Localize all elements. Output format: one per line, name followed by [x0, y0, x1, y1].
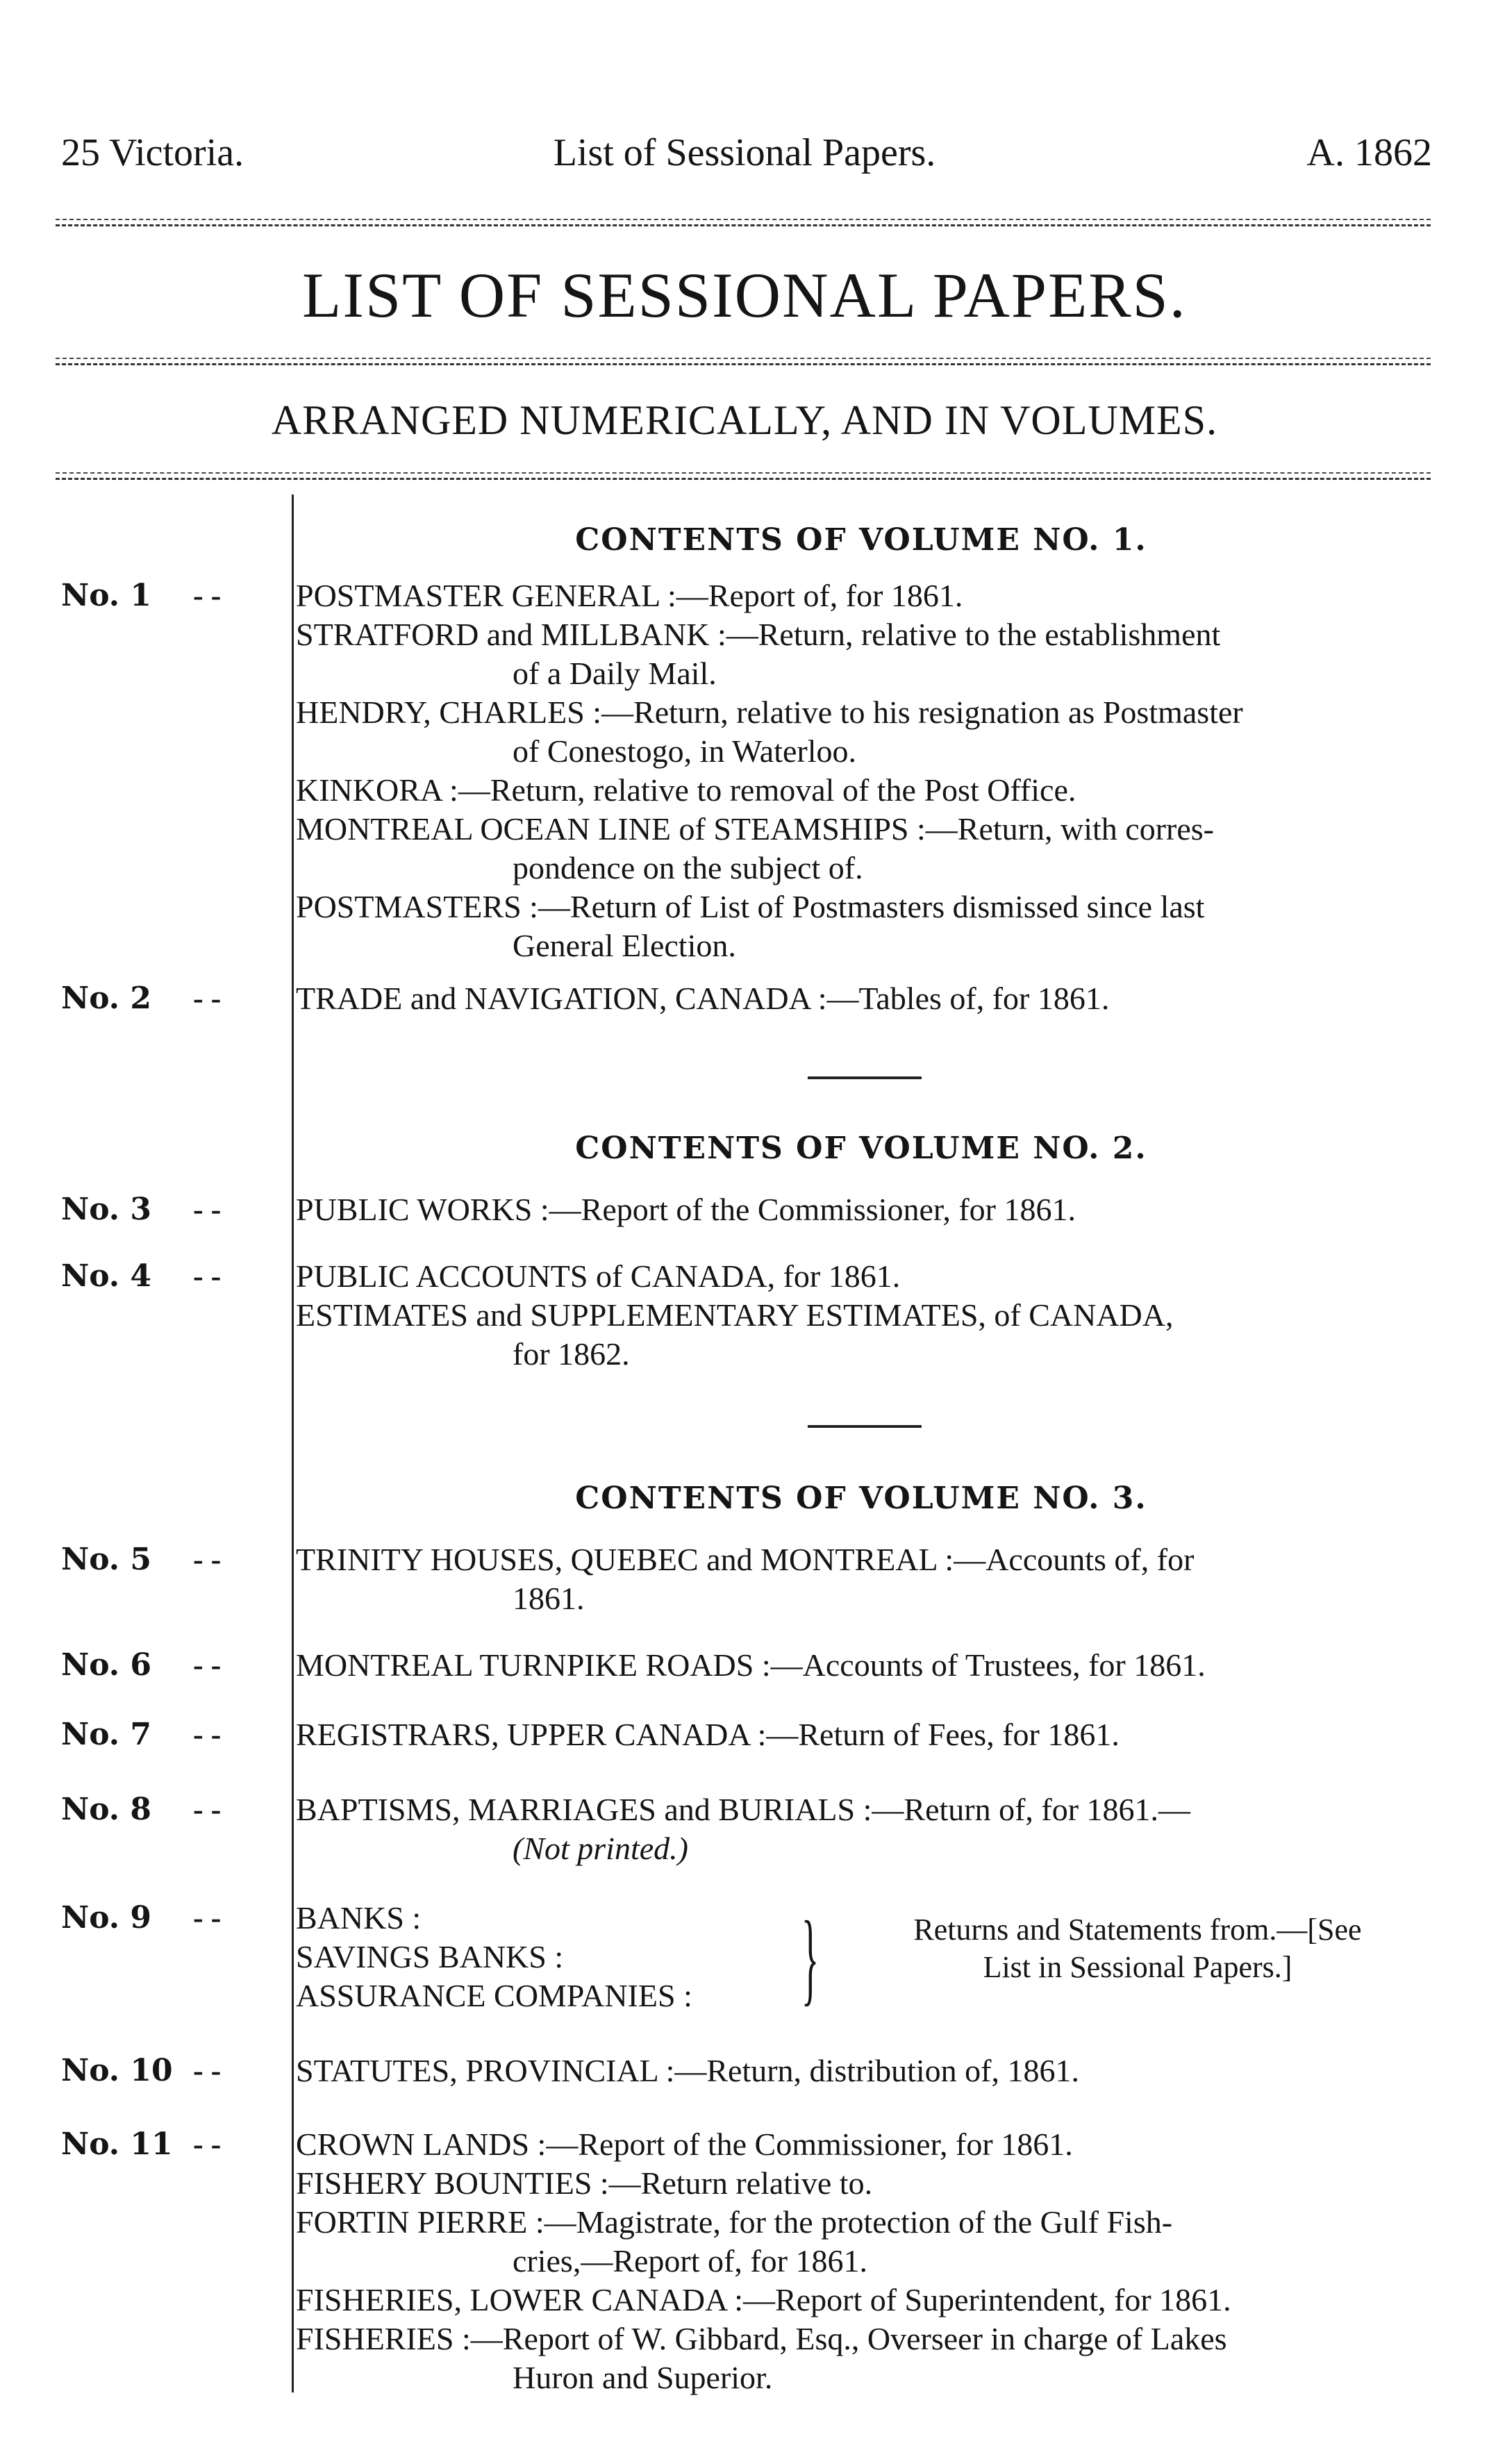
leader-dashes: - -: [193, 1717, 222, 1751]
list-item-continuation: (Not printed.): [513, 1831, 688, 1866]
curly-brace: }: [801, 1900, 820, 2015]
leader-dashes: - -: [193, 981, 222, 1015]
leader-dashes: - -: [193, 1648, 222, 1682]
list-item: FISHERIES :—Report of W. Gibbard, Esq., Overseer in charge of Lakes: [296, 2321, 1227, 2356]
list-item: POSTMASTERS :—Return of List of Postmasters dismissed since last: [296, 889, 1205, 924]
entry-items: [296, 1790, 1431, 1868]
column-divider: [292, 494, 294, 2392]
list-item: KINKORA :—Return, relative to removal of the Post Office.: [296, 772, 1076, 808]
braced-group: [296, 1899, 1431, 2017]
list-item: TRINITY HOUSES, QUEBEC and MONTREAL :—Accounts of, for: [296, 1542, 1195, 1577]
list-item: BAPTISMS, MARRIAGES and BURIALS :—Return of, for 1861.—: [296, 1792, 1191, 1827]
list-item: PUBLIC WORKS :—Report of the Commissioner, for 1861.: [296, 1192, 1076, 1227]
leader-dashes: - -: [193, 1901, 222, 1935]
list-item: FISHERY BOUNTIES :—Return relative to.: [296, 2165, 873, 2201]
running-head-center: List of Sessional Papers.: [553, 131, 936, 174]
leader-dashes: - -: [193, 1792, 222, 1826]
entry-items: [296, 2051, 1431, 2090]
brace-note-line: List in Sessional Papers.]: [983, 1950, 1292, 1984]
list-item-continuation: pondence on the subject of.: [513, 850, 863, 885]
entry-items: [296, 1257, 1431, 1374]
list-item-continuation: Huron and Superior.: [513, 2360, 773, 2395]
list-item: FISHERIES, LOWER CANADA :—Report of Superintendent, for 1861.: [296, 2282, 1231, 2317]
list-item-continuation: 1861.: [513, 1581, 585, 1616]
list-item-continuation: General Election.: [513, 928, 736, 963]
volume-heading-3: CONTENTS OF VOLUME NO. 3.: [575, 1481, 1147, 1516]
list-item: FORTIN PIERRE :—Magistrate, for the protection of the Gulf Fish-: [296, 2204, 1173, 2240]
list-item: CROWN LANDS :—Report of the Commissioner, for 1861.: [296, 2126, 1073, 2162]
entry-number: No. 7: [61, 1717, 152, 1752]
volume-heading-1: CONTENTS OF VOLUME NO. 1.: [575, 522, 1147, 558]
entry-items: [296, 2125, 1431, 2397]
header-rule: [56, 219, 1431, 228]
entry-number: No. 9: [61, 1900, 152, 1936]
list-item: PUBLIC ACCOUNTS of CANADA, for 1861.: [296, 1258, 901, 1294]
running-head-left: 25 Victoria.: [61, 131, 244, 174]
list-item-continuation: for 1862.: [513, 1336, 630, 1372]
leader-dashes: - -: [193, 2054, 222, 2088]
list-item: POSTMASTER GENERAL :—Report of, for 1861.: [296, 578, 963, 613]
entry-number: No. 3: [61, 1192, 152, 1227]
list-item-continuation: cries,—Report of, for 1861.: [513, 2243, 867, 2279]
entry-number: No. 2: [61, 981, 152, 1016]
leader-dashes: - -: [193, 1259, 222, 1293]
entry-number: No. 11: [61, 2126, 173, 2162]
entry-items: [296, 979, 1431, 1018]
leader-dashes: - -: [193, 578, 222, 613]
entry-items: [296, 1899, 1431, 2017]
list-item: HENDRY, CHARLES :—Return, relative to his resignation as Postmaster: [296, 694, 1243, 730]
entry-items: [296, 576, 1431, 965]
title-rule: [56, 358, 1431, 367]
page-subtitle: ARRANGED NUMERICALLY, AND IN VOLUMES.: [271, 397, 1218, 443]
subtitle-rule: [56, 472, 1431, 482]
entry-items: [296, 1715, 1431, 1754]
entry-items: [296, 1540, 1431, 1618]
list-item-continuation: of a Daily Mail.: [513, 656, 717, 691]
running-head-right: A. 1862: [1306, 131, 1432, 174]
entry-items: [296, 1646, 1431, 1685]
list-item: MONTREAL TURNPIKE ROADS :—Accounts of Trustees, for 1861.: [296, 1647, 1206, 1683]
list-item-continuation: of Conestogo, in Waterloo.: [513, 733, 856, 769]
list-item: STRATFORD and MILLBANK :—Return, relative to the establishment: [296, 617, 1221, 652]
list-item: TRADE and NAVIGATION, CANADA :—Tables of, for 1861.: [296, 981, 1110, 1016]
entry-number: No. 6: [61, 1647, 152, 1683]
list-item: SAVINGS BANKS :: [296, 1939, 564, 1974]
list-item: MONTREAL OCEAN LINE of STEAMSHIPS :—Return, with corres-: [296, 811, 1214, 847]
page-title: LIST OF SESSIONAL PAPERS.: [302, 260, 1187, 331]
list-item: ESTIMATES and SUPPLEMENTARY ESTIMATES, of CANADA,: [296, 1297, 1174, 1333]
list-item: STATUTES, PROVINCIAL :—Return, distribution of, 1861.: [296, 2053, 1079, 2088]
leader-dashes: - -: [193, 1192, 222, 1226]
brace-note: [845, 1911, 1431, 1986]
volume-heading-2: CONTENTS OF VOLUME NO. 2.: [575, 1131, 1147, 1166]
list-item: REGISTRARS, UPPER CANADA :—Return of Fees, for 1861.: [296, 1717, 1120, 1752]
entry-number: No. 1: [61, 578, 152, 613]
entry-number: No. 5: [61, 1542, 152, 1577]
brace-note-line: Returns and Statements from.—[See: [913, 1913, 1362, 1947]
volume-separator: [808, 1425, 922, 1428]
list-item: BANKS :: [296, 1900, 422, 1936]
list-item: ASSURANCE COMPANIES :: [296, 1978, 692, 2013]
volume-separator: [808, 1076, 922, 1079]
entry-number: No. 4: [61, 1258, 152, 1294]
entry-number: No. 8: [61, 1792, 152, 1827]
leader-dashes: - -: [193, 1542, 222, 1576]
entry-items: [296, 1190, 1431, 1229]
braced-items: [296, 1899, 824, 2015]
leader-dashes: - -: [193, 2127, 222, 2161]
entry-number: No. 10: [61, 2053, 173, 2088]
